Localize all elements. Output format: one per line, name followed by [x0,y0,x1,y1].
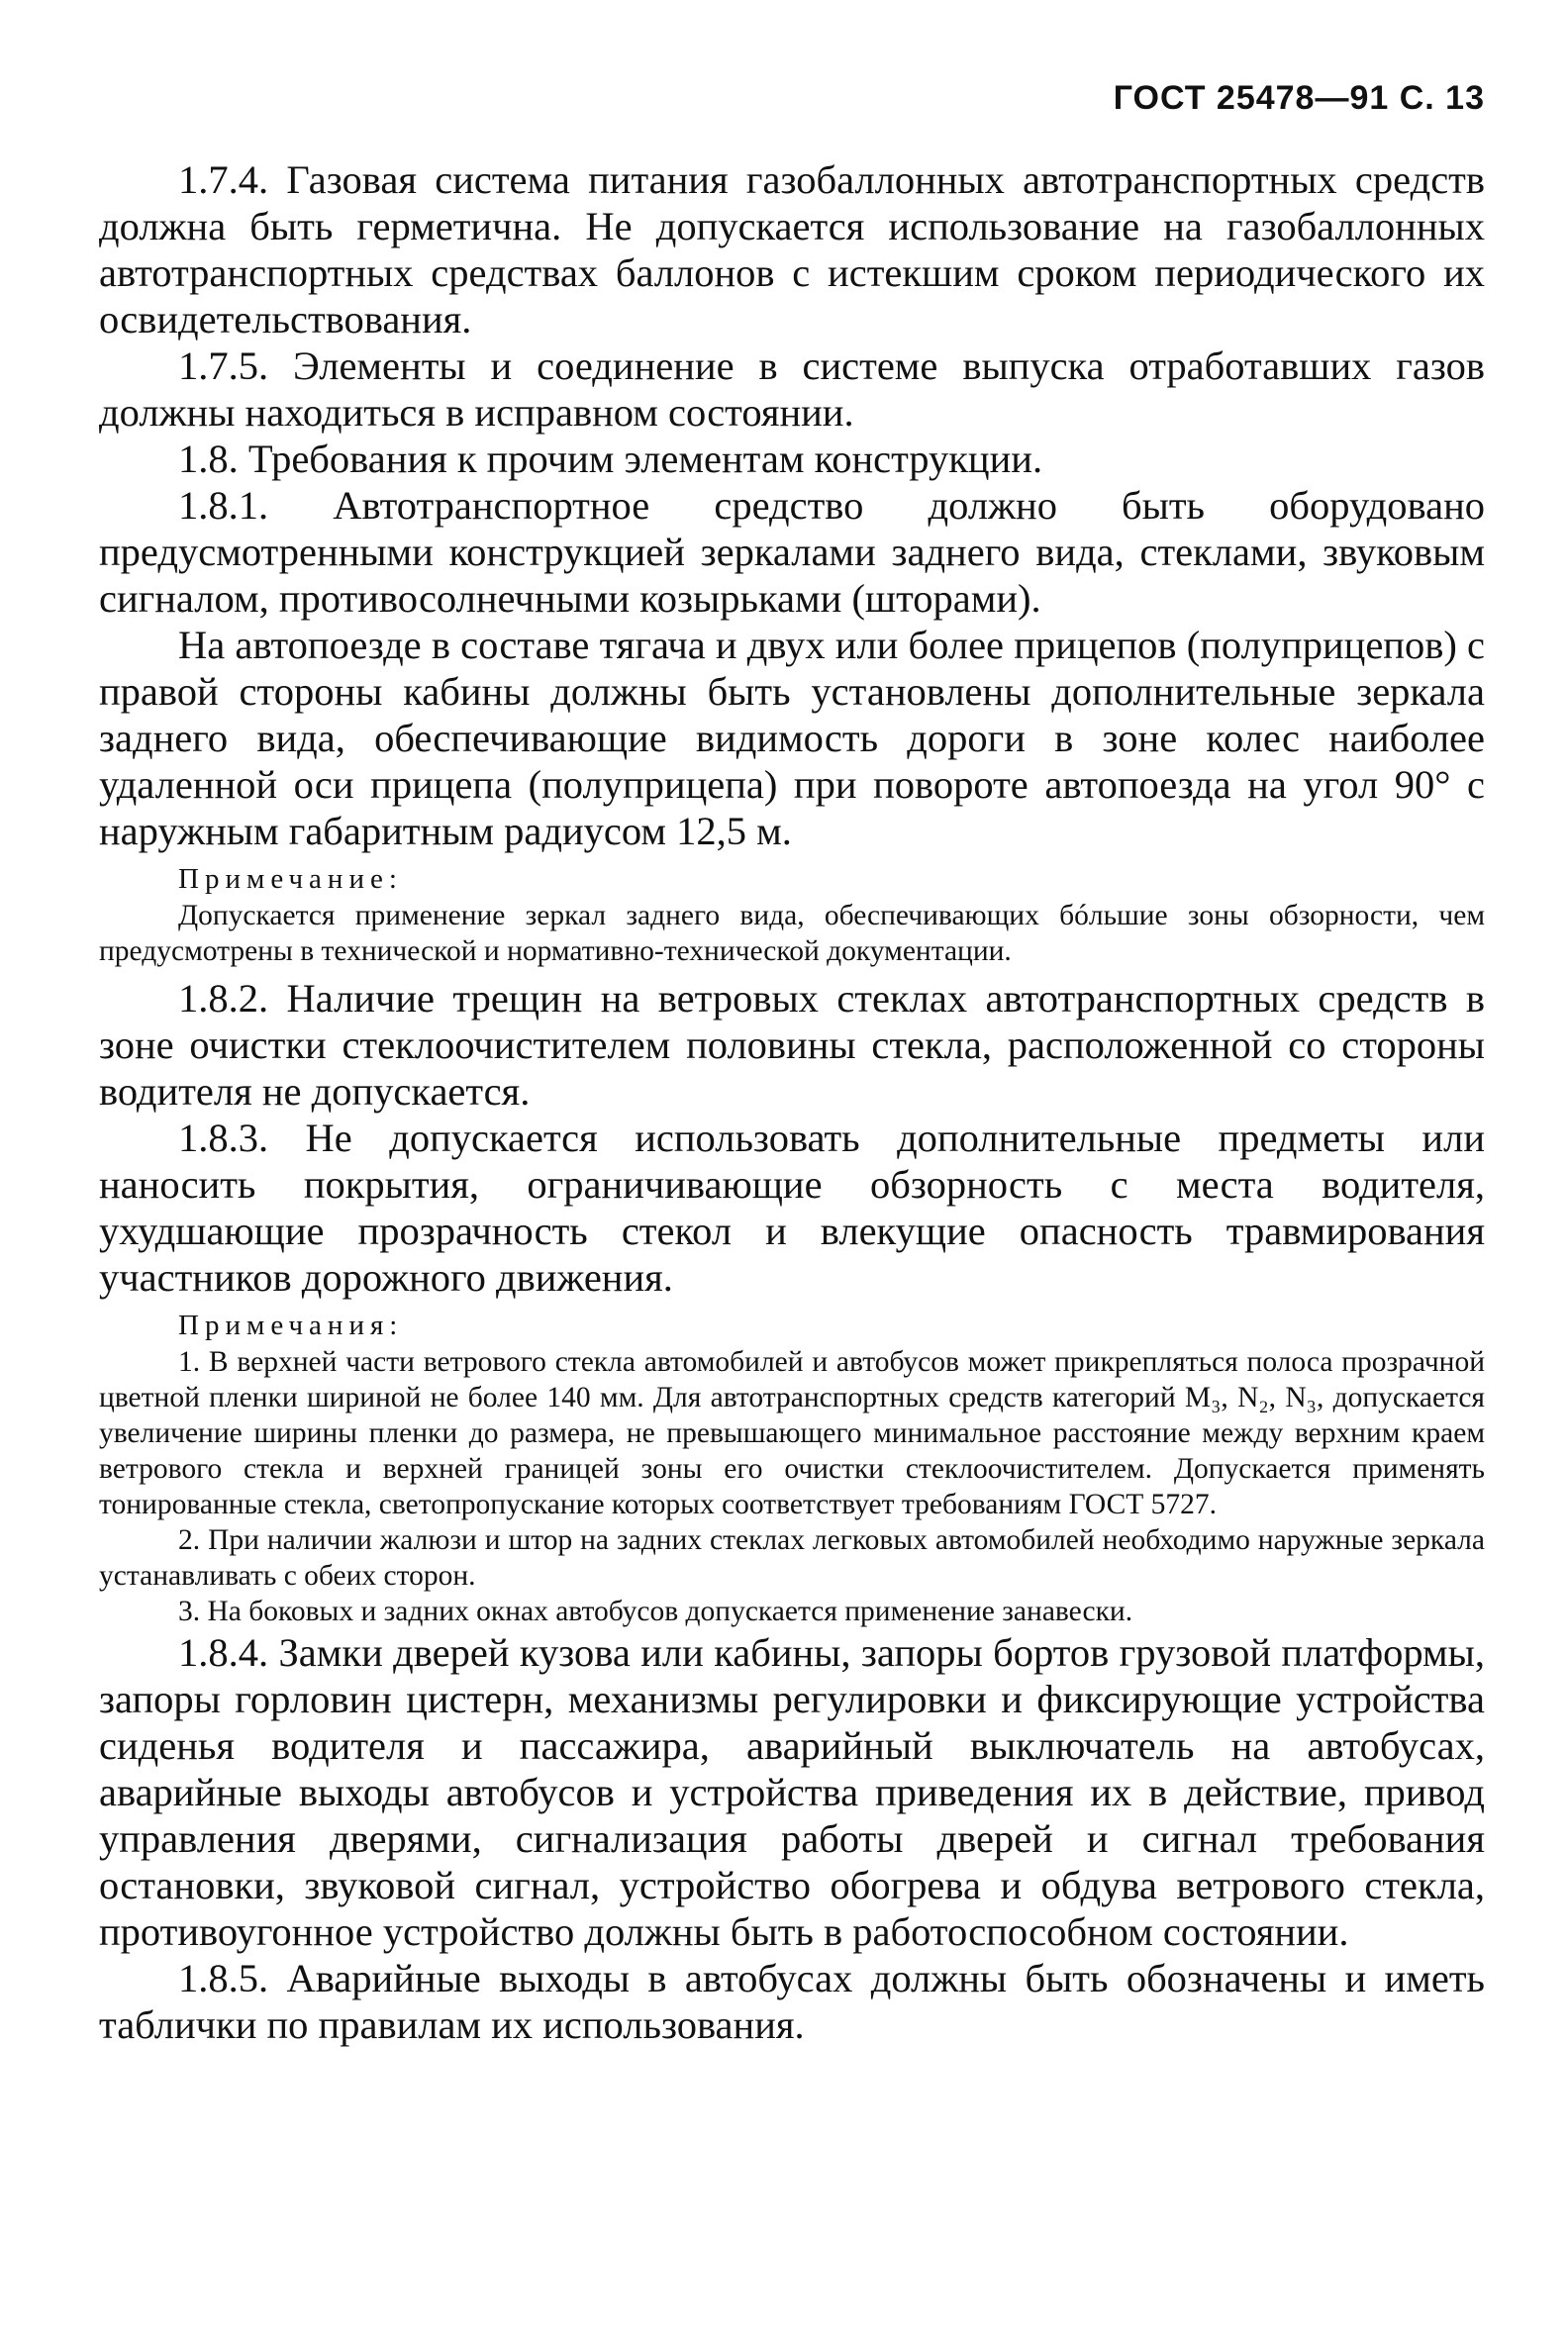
note-item-2: 2. При наличии жалюзи и штор на задних стеклах легковых автомобилей необходимо наружные зеркала устанавливать с обеих сторон. [99,1524,1485,1592]
page-header: ГОСТ 25478—91 С. 13 [1113,79,1485,117]
note-title: Примечание: [178,863,403,895]
document-body [99,156,1485,2048]
clause-1-8-5: 1.8.5. Аварийные выходы в автобусах должны быть обозначены и иметь таблички по правилам их использования. [99,1956,1485,2047]
notes-title: Примечания: [178,1310,404,1341]
clause-1-8-1: 1.8.1. Автотранспортное средство должно быть оборудовано предусмотренными конструкцией зеркалами заднего вида, стеклами, звуковым сигналом, противосолнечными козырьками (шторами). [99,483,1485,621]
clause-1-8-4: 1.8.4. Замки дверей кузова или кабины, запоры бортов грузовой платформы, запоры горловин цистерн, механизмы регулировки и фиксирующие устройства сиденья водителя и пассажира, аварийный выключатель на автобусах, аварийные выходы автобусов и устройства приведения их в действие, привод управления дверями, сигнализация работы дверей и сигнал требования остановки, звуковой сигнал, устройство обогрева и обдува ветрового стекла, противоугонное устройство должны быть в работоспособном состоянии. [99,1630,1485,1954]
note-item-3: 3. На боковых и задних окнах автобусов допускается применение занавески. [178,1596,1133,1627]
note-item-1: 1. В верхней части ветрового стекла автомобилей и автобусов может прикрепляться полоса прозрачной цветной пленки шириной не более 140 мм. Для автотранспортных средств категорий M₃, N₂, N₃, допускается увеличение ширины пленки до размера, не превышающего минимальное расстояние между верхним краем ветрового стекла и верхней границей зоны его очистки стеклоочистителем. Допускается применять тонированные стекла, светопропускание которых соответствует требованиям ГОСТ 5727. [99,1346,1485,1520]
clause-1-7-4: 1.7.4. Газовая система питания газобаллонных автотранспортных средств должна быть герметична. Не допускается использование на газобаллонных автотранспортных средствах баллонов с истекшим сроком периодического их освидетельствования. [99,157,1485,341]
clause-1-7-5: 1.7.5. Элементы и соединение в системе выпуска отработавших газов должны находиться в исправном состоянии. [99,343,1485,435]
clause-1-8-3: 1.8.3. Не допускается использовать дополнительные предметы или наносить покрытия, ограничивающие обзорность с места водителя, ухудшающие прозрачность стекол и влекущие опасность травмирования участников дорожного движения. [99,1116,1485,1300]
document-page [99,0,1485,2336]
clause-1-8: 1.8. Требования к прочим элементам конструкции. [178,437,1043,481]
clause-1-8-2: 1.8.2. Наличие трещин на ветровых стеклах автотранспортных средств в зоне очистки стеклоочистителем половины стекла, расположенной со стороны водителя не допускается. [99,976,1485,1114]
clause-1-8-1-continuation: На автопоезде в составе тягача и двух или более прицепов (полуприцепов) с правой стороны кабины должны быть установлены дополнительные зеркала заднего вида, обеспечивающие видимость дороги в зоне колес наиболее удаленной оси прицепа (полуприцепа) при повороте автопоезда на угол 90° с наружным габаритным радиусом 12,5 м. [99,623,1485,853]
note-text: Допускается применение зеркал заднего вида, обеспечивающих бóльшие зоны обзорности, чем предусмотрены в технической и нормативно-технической документации. [99,900,1485,967]
